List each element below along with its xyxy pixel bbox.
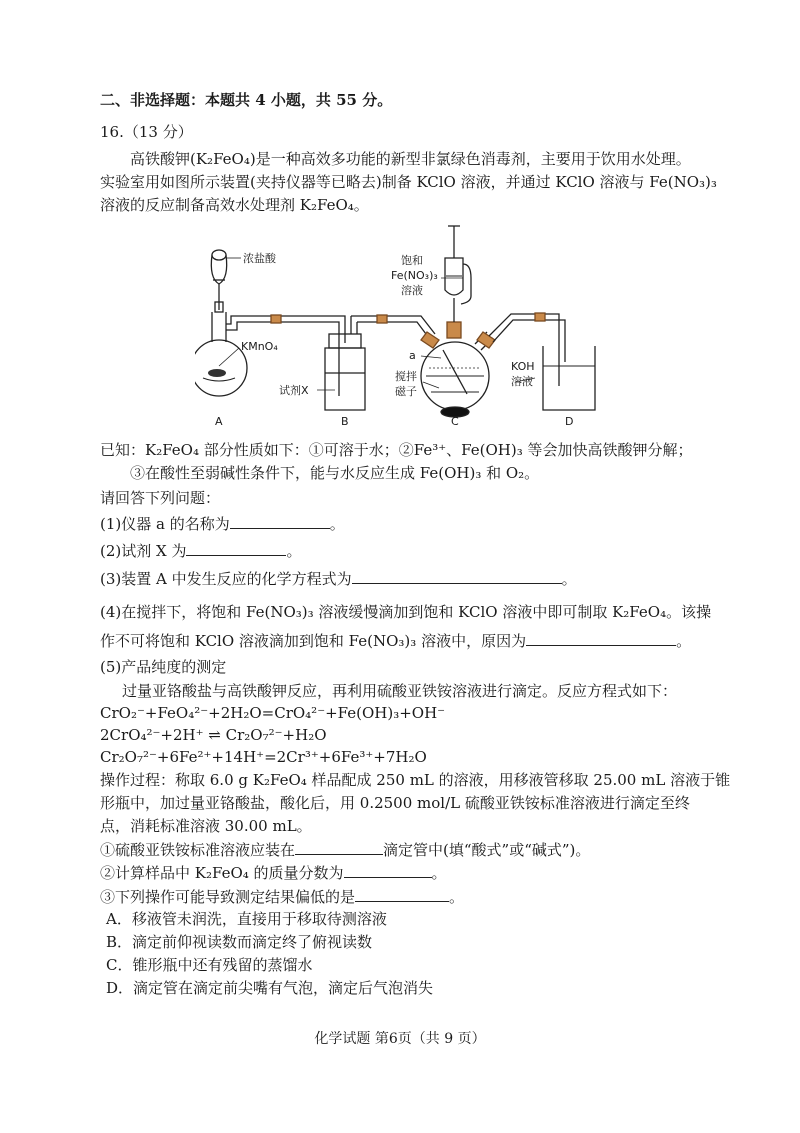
page-footer: 化学试题 第6页（共 9 页）	[314, 1031, 486, 1047]
label-fe-line3: 溶液	[401, 284, 423, 297]
label-fe-line1: 饱和	[401, 254, 423, 267]
sub-question-2: (2)试剂 X 为 。	[100, 542, 302, 560]
sub-question-1: (1)仪器 a 的名称为 。	[100, 515, 345, 533]
equation-1: CrO₂⁻+FeO₄²⁻+2H₂O=CrO₄²⁻+Fe(OH)₃+OH⁻	[100, 704, 446, 722]
sub-question-4-line-1: (4)在搅拌下，将饱和 Fe(NO₃)₃ 溶液缓慢滴加到饱和 KClO 溶液中即可制取 K₂FeO₄。该操	[100, 603, 712, 621]
label-c: C	[451, 415, 459, 428]
label-stir-1: 搅拌	[395, 370, 417, 383]
answer-blank-p3[interactable]	[355, 886, 449, 902]
answer-blank-2[interactable]	[186, 540, 286, 556]
known-line-2: ③在酸性至弱碱性条件下，能与水反应生成 Fe(OH)₃ 和 O₂。	[130, 464, 540, 482]
operation-line-3: 点，消耗标准溶液 30.00 mL。	[100, 817, 312, 835]
apparatus-b	[295, 316, 395, 410]
intro-line-2: 实验室用如图所示装置(夹持仪器等已略去)制备 KClO 溶液，并通过 KClO 溶液与 Fe(NO₃)₃	[100, 173, 717, 191]
operation-line-2: 形瓶中，加过量亚铬酸盐，酸化后，用 0.2500 mol/L 硫酸亚铁铵标准溶液进行滴定至终	[100, 794, 690, 812]
answer-blank-p2[interactable]	[344, 862, 432, 878]
label-hcl: 浓盐酸	[243, 252, 276, 265]
label-kmno4: KMnO₄	[241, 340, 278, 353]
sub-question-3: (3)装置 A 中发生反应的化学方程式为 。	[100, 570, 577, 588]
apparatus-d	[543, 346, 595, 410]
label-reagent-x: 试剂X	[279, 384, 309, 397]
label-d: D	[565, 415, 574, 428]
sub-question-5: (5)产品纯度的测定	[100, 658, 227, 676]
option-a[interactable]: A．移液管未润洗，直接用于移取待测溶液	[106, 910, 387, 928]
prompt: 请回答下列问题：	[100, 489, 221, 507]
label-koh-2: 溶液	[511, 375, 533, 388]
operation-line-1: 操作过程：称取 6.0 g K₂FeO₄ 样品配成 250 mL 的溶液，用移液管移取 25.00 mL 溶液于锥	[100, 771, 731, 789]
label-b: B	[341, 415, 349, 428]
section-heading: 二、非选择题：本题共 4 小题，共 55 分。	[100, 91, 393, 109]
question-number: 16.（13 分）	[100, 123, 193, 141]
intro-line-3: 溶液的反应制备高效水处理剂 K₂FeO₄。	[100, 196, 369, 214]
option-c[interactable]: C．锥形瓶中还有残留的蒸馏水	[106, 956, 313, 974]
option-b[interactable]: B．滴定前仰视读数而滴定终了俯视读数	[106, 933, 373, 951]
label-koh-1: KOH	[511, 360, 535, 373]
label-instrument-a: a	[409, 349, 416, 362]
equation-2: 2CrO₄²⁻+2H⁺ ⇌ Cr₂O₇²⁻+H₂O	[100, 726, 327, 744]
answer-blank-3[interactable]	[352, 568, 562, 584]
sub-question-4-line-2: 作不可将饱和 KClO 溶液滴加到饱和 Fe(NO₃)₃ 溶液中，原因为 。	[100, 632, 692, 650]
intro-line-1: 高铁酸钾(K₂FeO₄)是一种高效多功能的新型非氯绿色消毒剂，主要用于饮用水处理。	[130, 150, 691, 168]
known-line-1: 已知：K₂FeO₄ 部分性质如下：①可溶于水；②Fe³⁺、Fe(OH)₃ 等会加快高铁酸钾分解；	[100, 441, 693, 459]
answer-blank-1[interactable]	[230, 513, 330, 529]
part-2: ②计算样品中 K₂FeO₄ 的质量分数为 。	[100, 864, 447, 882]
equation-3: Cr₂O₇²⁻+6Fe²⁺+14H⁺=2Cr³⁺+6Fe³⁺+7H₂O	[100, 748, 427, 766]
part-1: ①硫酸亚铁铵标准溶液应装在 滴定管中(填“酸式”或“碱式”)。	[100, 841, 591, 859]
label-stir-2: 磁子	[395, 385, 417, 398]
answer-blank-p1[interactable]	[295, 839, 383, 855]
option-d[interactable]: D．滴定管在滴定前尖嘴有气泡，滴定后气泡消失	[106, 979, 434, 997]
label-a: A	[215, 415, 223, 428]
answer-blank-4[interactable]	[526, 630, 676, 646]
part-3: ③下列操作可能导致测定结果偏低的是 。	[100, 888, 465, 906]
label-fe-line2: Fe(NO₃)₃	[391, 269, 438, 282]
purity-desc: 过量亚铬酸盐与高铁酸钾反应，再利用硫酸亚铁铵溶液进行滴定。反应方程式如下：	[122, 682, 678, 700]
apparatus-figure	[195, 218, 625, 430]
